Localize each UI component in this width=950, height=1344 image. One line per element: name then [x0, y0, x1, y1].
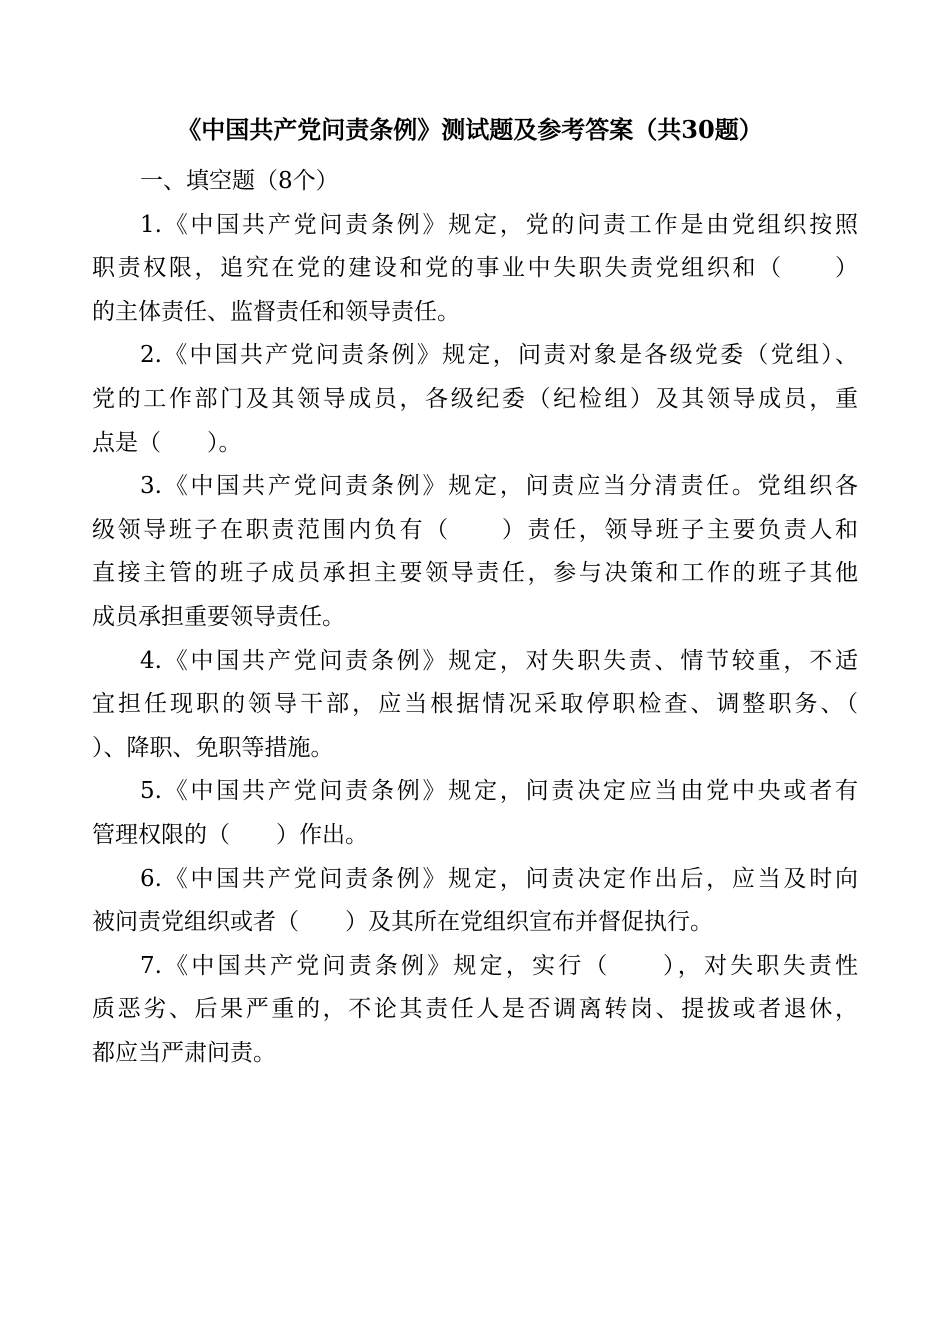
question-line: 成员承担重要领导责任。 — [92, 603, 345, 630]
document-page — [92, 108, 858, 1075]
question-line: 3.《中国共产党问责条例》规定，问责应当分清责任。党组织各 — [140, 473, 858, 500]
question-item — [92, 334, 858, 465]
question-line: 点是（ ）。 — [92, 429, 242, 456]
question-line: 都应当严肃问责。 — [92, 1039, 276, 1066]
question-line: 4.《中国共产党问责条例》规定，对失职失责、情节较重，不适 — [140, 647, 858, 674]
question-item — [92, 858, 858, 945]
question-line: 1.《中国共产党问责条例》规定，党的问责工作是由党组织按照 — [140, 211, 858, 238]
question-line: 2.《中国共产党问责条例》规定，问责对象是各级党委（党组）、 — [140, 342, 858, 369]
question-line: 5.《中国共产党问责条例》规定，问责决定应当由党中央或者有 — [140, 778, 858, 805]
question-line: 党的工作部门及其领导成员，各级纪委（纪检组）及其领导成员，重 — [92, 385, 858, 412]
document-title: 《中国共产党问责条例》测试题及参考答案（共30题） — [177, 115, 763, 144]
question-item — [92, 770, 858, 857]
question-item — [92, 204, 858, 335]
question-line: 6.《中国共产党问责条例》规定，问责决定作出后，应当及时向 — [140, 865, 858, 892]
question-line: 职责权限，追究在党的建设和党的事业中失职失责党组织和（ ） — [92, 255, 858, 282]
question-line: 管理权限的（ ）作出。 — [92, 821, 368, 848]
question-line: 级领导班子在职责范围内负有（ ）责任，领导班子主要负责人和 — [92, 516, 858, 543]
question-item — [92, 465, 858, 639]
question-line: 宜担任现职的领导干部，应当根据情况采取停职检查、调整职务、（ — [92, 691, 858, 718]
question-line: 的主体责任、监督责任和领导责任。 — [92, 298, 460, 325]
question-line: 直接主管的班子成员承担主要领导责任，参与决策和工作的班子其他 — [92, 560, 858, 587]
question-line: 质恶劣、后果严重的，不论其责任人是否调离转岗、提拔或者退休， — [92, 996, 858, 1023]
question-list — [92, 204, 858, 1076]
question-item — [92, 640, 858, 771]
question-line: 被问责党组织或者（ ）及其所在党组织宣布并督促执行。 — [92, 909, 713, 936]
question-line: 7.《中国共产党问责条例》规定，实行（ ），对失职失责性 — [140, 952, 858, 979]
section-heading: 一、填空题（8个） — [140, 168, 339, 194]
question-line: ）、降职、免职等措施。 — [92, 734, 334, 761]
question-item — [92, 945, 858, 1076]
